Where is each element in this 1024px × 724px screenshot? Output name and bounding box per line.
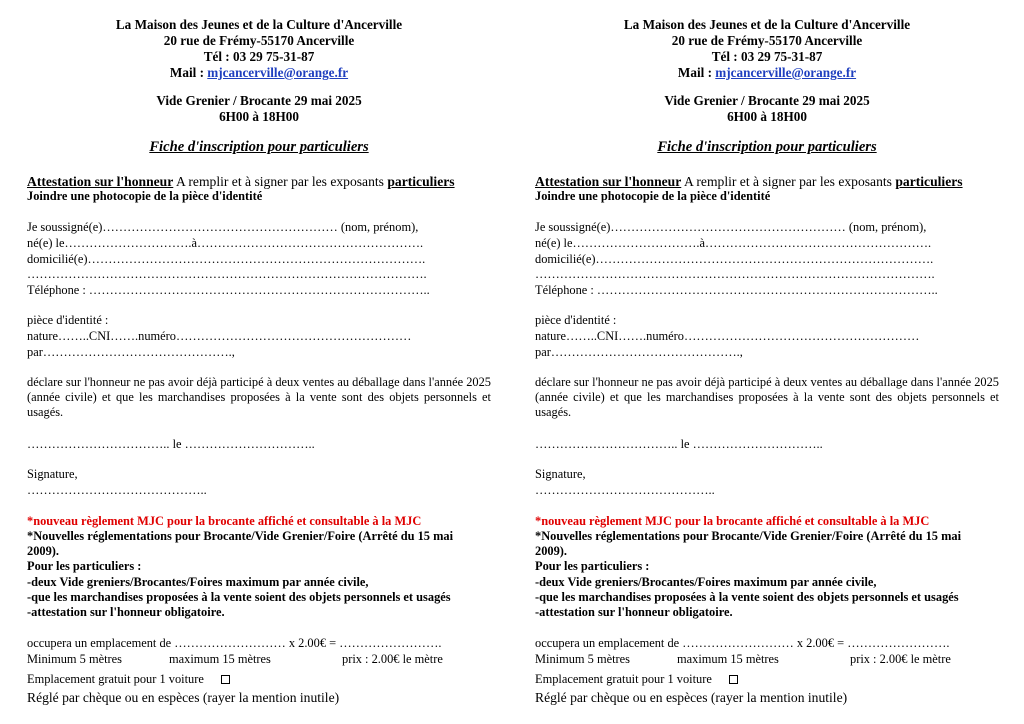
attestation-target: particuliers [387,174,455,189]
regulations-line-2: 2009). [535,544,568,558]
attestation-text: A remplir et à signer par les exposants [683,174,892,189]
maximum-text: maximum 15 mètres [169,652,271,666]
org-name: La Maison des Jeunes et de la Culture d'Ancerville [115,17,403,32]
signature-label: Signature, [27,467,78,481]
rule-notice: *nouveau règlement MJC pour la brocante affiché et consultable à la MJC [27,514,422,528]
org-phone: Tél : 03 29 75-31-87 [711,49,823,64]
org-mail [535,65,999,80]
regulations-line-1: *Nouvelles réglementations pour Brocante/Vide Grenier/Foire (Arrêté du 15 mai [27,529,454,543]
rule-notice: *nouveau règlement MJC pour la brocante affiché et consultable à la MJC [535,514,930,528]
org-name: La Maison des Jeunes et de la Culture d'Ancerville [623,17,911,32]
rule-1: -deux Vide greniers/Brocantes/Foires maximum par année civile, [535,575,877,589]
rule-2: -que les marchandises proposées à la vente soient des objets personnels et usagés [535,590,959,604]
field-address[interactable]: domicilié(e)………………………………………………………………………. [27,252,426,266]
attestation-line [535,174,999,189]
org-mail [27,65,491,80]
mail-label: Mail : [677,65,712,80]
id-nature[interactable]: nature……..CNI…….numéro………………………………………………… [27,329,412,343]
field-birth[interactable]: né(e) le………………………….à………………………………………………. [27,236,424,250]
signature-line[interactable]: …………………………………….. [27,483,207,497]
free-parking-text: Emplacement gratuit pour 1 voiture [535,672,712,686]
registration-form-right [535,0,999,724]
payment-line: Réglé par chèque ou en espèces (rayer la mention inutile) [27,690,340,705]
event-title: Vide Grenier / Brocante 29 mai 2025 [664,93,870,108]
field-name[interactable]: Je soussigné(e)………………………………………………… (nom, prénom), [27,220,419,234]
field-phone[interactable]: Téléphone : ……………………………………………………………………….. [27,283,430,297]
declaration: déclare sur l'honneur ne pas avoir déjà participé à deux ventes au déballage dans l'année 2025 (année civile) et que les marchandises proposées à la vente sont des objets personnels et usagés. [27,375,491,419]
signature-line[interactable]: …………………………………….. [535,483,715,497]
place-date[interactable]: …………………………….. le ………………………….. [535,437,823,451]
rule-2: -que les marchandises proposées à la vente soient des objets personnels et usagés [27,590,451,604]
price-text: prix : 2.00€ le mètre [342,652,443,666]
free-parking-checkbox[interactable] [221,675,230,684]
org-address: 20 rue de Frémy-55170 Ancerville [163,33,355,48]
id-label: pièce d'identité : [27,313,109,327]
free-parking-line [535,672,999,687]
attach-note: Joindre une photocopie de la pièce d'identité [27,189,263,203]
field-birth[interactable]: né(e) le………………………….à………………………………………………. [535,236,932,250]
minimum-text: Minimum 5 mètres [27,652,122,666]
attestation-line [27,174,491,189]
rule-3: -attestation sur l'honneur obligatoire. [27,605,225,619]
field-address-2[interactable]: ……………………………………………………………………………………. [535,267,935,281]
price-text: prix : 2.00€ le mètre [850,652,951,666]
attestation-target: particuliers [895,174,963,189]
field-address[interactable]: domicilié(e)………………………………………………………………………. [535,252,934,266]
form-heading: Fiche d'inscription pour particuliers [657,139,877,155]
event-hours: 6H00 à 18H00 [727,109,807,124]
regulations-line-2: 2009). [27,544,60,558]
free-parking-text: Emplacement gratuit pour 1 voiture [27,672,204,686]
event-hours: 6H00 à 18H00 [219,109,299,124]
individuals-label: Pour les particuliers : [27,559,142,573]
org-address: 20 rue de Frémy-55170 Ancerville [671,33,863,48]
attestation-text: A remplir et à signer par les exposants [175,174,384,189]
rule-3: -attestation sur l'honneur obligatoire. [535,605,733,619]
id-nature[interactable]: nature……..CNI…….numéro………………………………………………… [535,329,920,343]
id-par[interactable]: par………………………………………., [27,345,235,359]
individuals-label: Pour les particuliers : [535,559,650,573]
field-address-2[interactable]: ……………………………………………………………………………………. [27,267,427,281]
signature-label: Signature, [535,467,586,481]
mail-link[interactable]: mjcancerville@orange.fr [207,65,349,80]
location-line[interactable]: occupera un emplacement de ……………………… x 2.00€ = ……………………. [535,636,950,650]
maximum-text: maximum 15 mètres [677,652,779,666]
rule-1: -deux Vide greniers/Brocantes/Foires maximum par année civile, [27,575,369,589]
payment-line: Réglé par chèque ou en espèces (rayer la mention inutile) [535,690,848,705]
attestation-label: Attestation sur l'honneur [535,174,682,189]
registration-form-left [27,0,491,724]
place-date[interactable]: …………………………….. le ………………………….. [27,437,315,451]
field-name[interactable]: Je soussigné(e)………………………………………………… (nom, prénom), [535,220,927,234]
attestation-label: Attestation sur l'honneur [27,174,174,189]
field-phone[interactable]: Téléphone : ……………………………………………………………………….. [535,283,938,297]
id-par[interactable]: par………………………………………., [535,345,743,359]
mail-link[interactable]: mjcancerville@orange.fr [715,65,857,80]
minimum-text: Minimum 5 mètres [535,652,630,666]
location-line[interactable]: occupera un emplacement de ……………………… x 2.00€ = ……………………. [27,636,442,650]
regulations-line-1: *Nouvelles réglementations pour Brocante/Vide Grenier/Foire (Arrêté du 15 mai [535,529,962,543]
attach-note: Joindre une photocopie de la pièce d'identité [535,189,771,203]
mail-label: Mail : [169,65,204,80]
id-label: pièce d'identité : [535,313,617,327]
form-heading: Fiche d'inscription pour particuliers [149,139,369,155]
org-phone: Tél : 03 29 75-31-87 [203,49,315,64]
event-title: Vide Grenier / Brocante 29 mai 2025 [156,93,362,108]
declaration: déclare sur l'honneur ne pas avoir déjà participé à deux ventes au déballage dans l'année 2025 (année civile) et que les marchandises proposées à la vente sont des objets personnels et usagés. [535,375,999,419]
free-parking-line [27,672,491,687]
free-parking-checkbox[interactable] [729,675,738,684]
